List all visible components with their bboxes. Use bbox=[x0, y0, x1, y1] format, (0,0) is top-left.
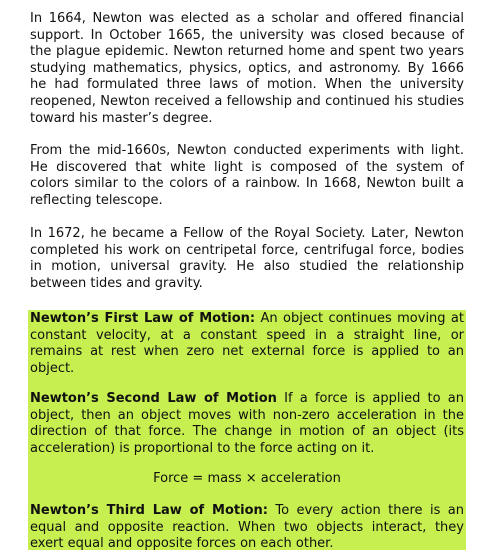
first-law-title: Newton’s First Law of Motion: bbox=[30, 311, 256, 326]
second-law-title: Newton’s Second Law of Motion bbox=[30, 391, 277, 406]
paragraph-light-experiments: From the mid-1660s, Newton conducted experiments with light. He discovered that white light is composed of the system of colors similar to the colors of a rainbow. In 1668, Newton built a reflecting telescope. bbox=[30, 143, 464, 208]
third-law-title: Newton’s Third Law of Motion: bbox=[30, 503, 268, 518]
force-formula: Force = mass × acceleration bbox=[153, 471, 341, 486]
paragraph-royal-society: In 1672, he became a Fellow of the Royal Society. Later, Newton completed his work on centripetal force, centrifugal force, bodies in motion, universal gravity. He also studied the relationship between tides and gravity. bbox=[30, 226, 464, 291]
second-law-text: If a force is applied to an object, then an object moves with non-zero acceleration in the direction of that force. The change in motion of an object (its acceleration) is proportional to the force acting on it. bbox=[30, 391, 464, 456]
second-law bbox=[30, 391, 464, 457]
third-law bbox=[30, 503, 464, 553]
first-law bbox=[30, 311, 464, 377]
paragraph-newton-scholar: In 1664, Newton was elected as a scholar and offered financial support. In October 1665, the university was closed because of the plague epidemic. Newton returned home and spent two years studying mathematics, physics, optics, and astronomy. By 1666 he had formulated three laws of motion. When the university reopened, Newton received a fellowship and continued his studies toward his master’s degree. bbox=[30, 11, 464, 126]
third-law-text: To every action there is an equal and opposite reaction. When two objects interact, they exert equal and opposite forces on each other. bbox=[30, 503, 464, 552]
first-law-text: An object continues moving at constant velocity, at a constant speed in a straight line, or remains at rest when zero net external force is applied to an object. bbox=[30, 311, 464, 376]
